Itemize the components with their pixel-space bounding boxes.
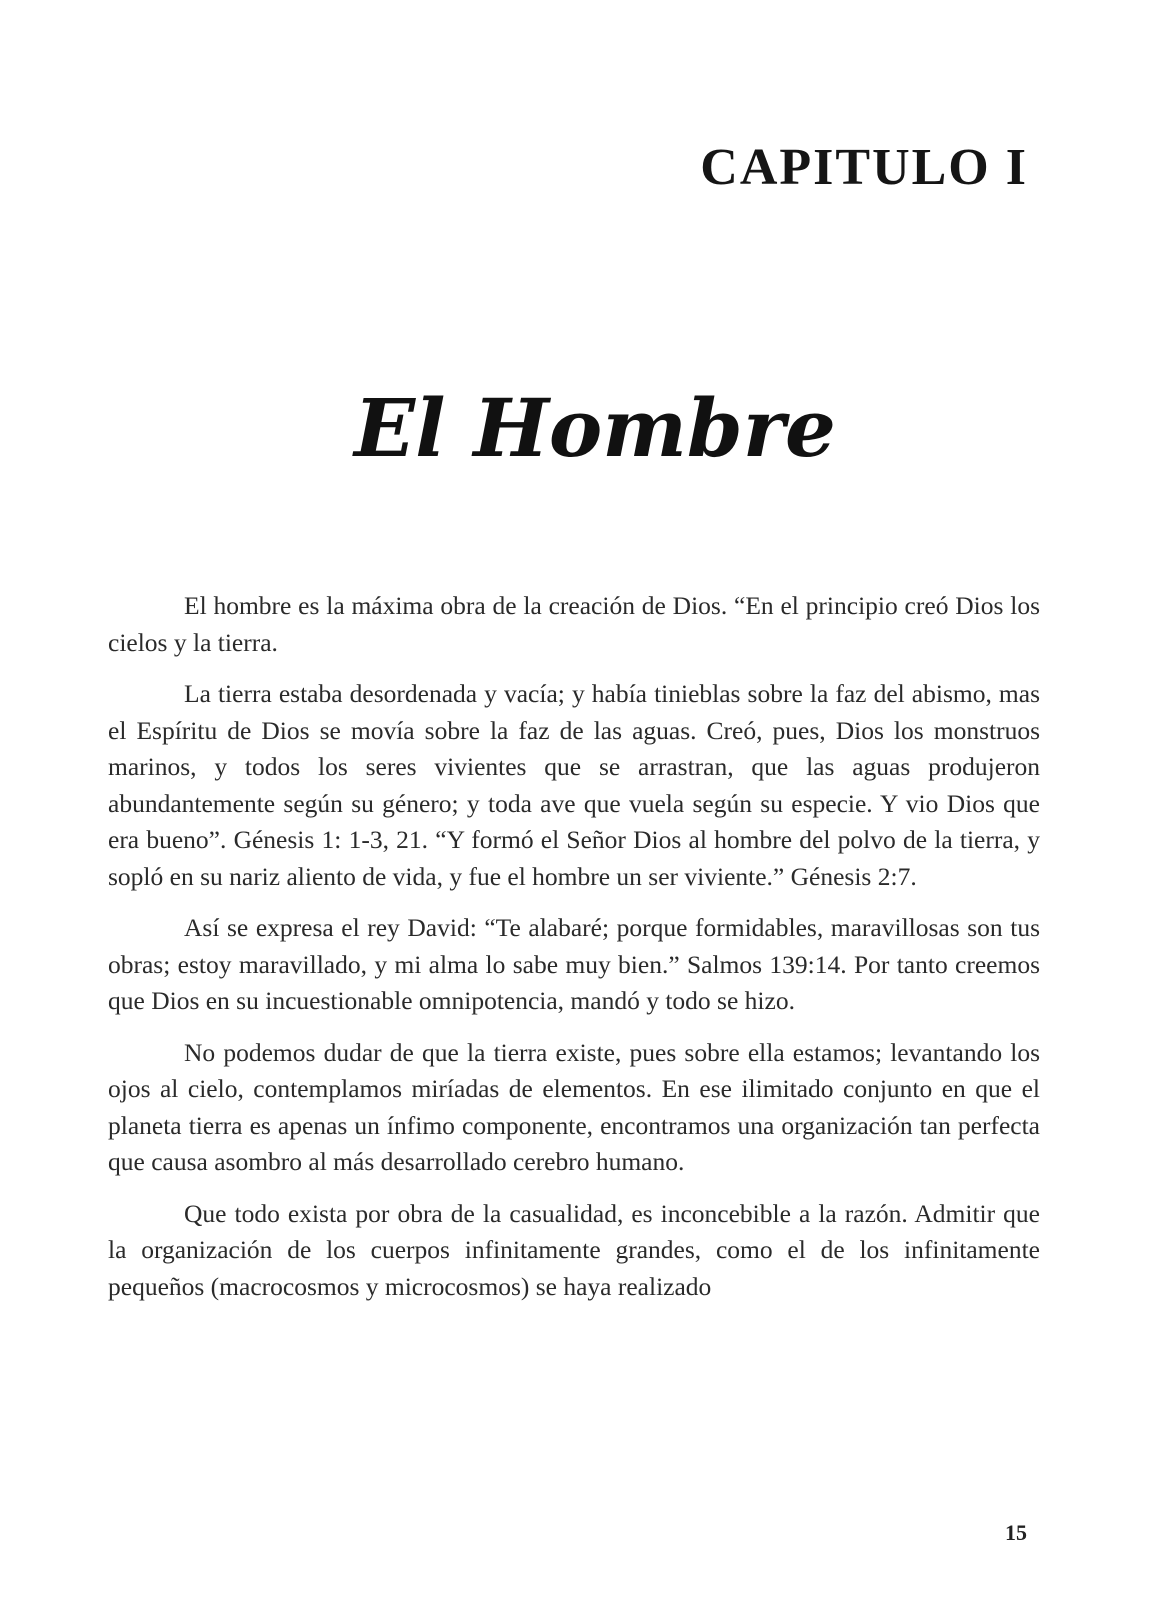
page-number: 15 [1005,1520,1027,1545]
chapter-label: CAPITULO I [700,139,1028,196]
chapter-title: El Hombre [354,381,836,475]
paragraph: La tierra estaba desordenada y vacía; y había tinieblas sobre la faz del abismo, mas el Espíritu de Dios se movía sobre la faz de las aguas. Creó, pues, Dios los monstruos marinos, y todos los seres vivientes que se arrastran, que las aguas produjeron abundantemente según su género; y toda ave que vuela según su especie. Y vio Dios que era bueno”. Génesis 1: 1-3, 21. “Y formó el Señor Dios al hombre del polvo de la tierra, y sopló en su nariz aliento de vida, y fue el hombre un ser viviente.” Génesis 2:7. [108,679,1040,891]
paragraph: Que todo exista por obra de la casualidad, es inconcebible a la razón. Admitir que la organización de los cuerpos infinitamente grandes, como el de los infinitamente pequeños (macrocosmos y microcosmos) se haya realizado [108,1198,1040,1301]
paragraph: No podemos dudar de que la tierra existe, pues sobre ella estamos; levantando los ojos al cielo, contemplamos miríadas de elementos. En ese ilimitado conjunto en que el planeta tierra es apenas un ínfimo componente, encontramos una organización tan perfecta que causa asombro al más desarrollado cerebro humano. [108,1037,1040,1176]
body-text [108,588,1040,1320]
paragraph: Así se expresa el rey David: “Te alabaré; porque formidables, maravillosas son tus obras; estoy maravillado, y mi alma lo sabe muy bien.” Salmos 139:14. Por tanto creemos que Dios en su incuestionable omnipotencia, mandó y todo se hizo. [108,913,1040,1015]
paragraph: El hombre es la máxima obra de la creación de Dios. “En el principio creó Dios los cielos y la tierra. [108,591,1040,657]
